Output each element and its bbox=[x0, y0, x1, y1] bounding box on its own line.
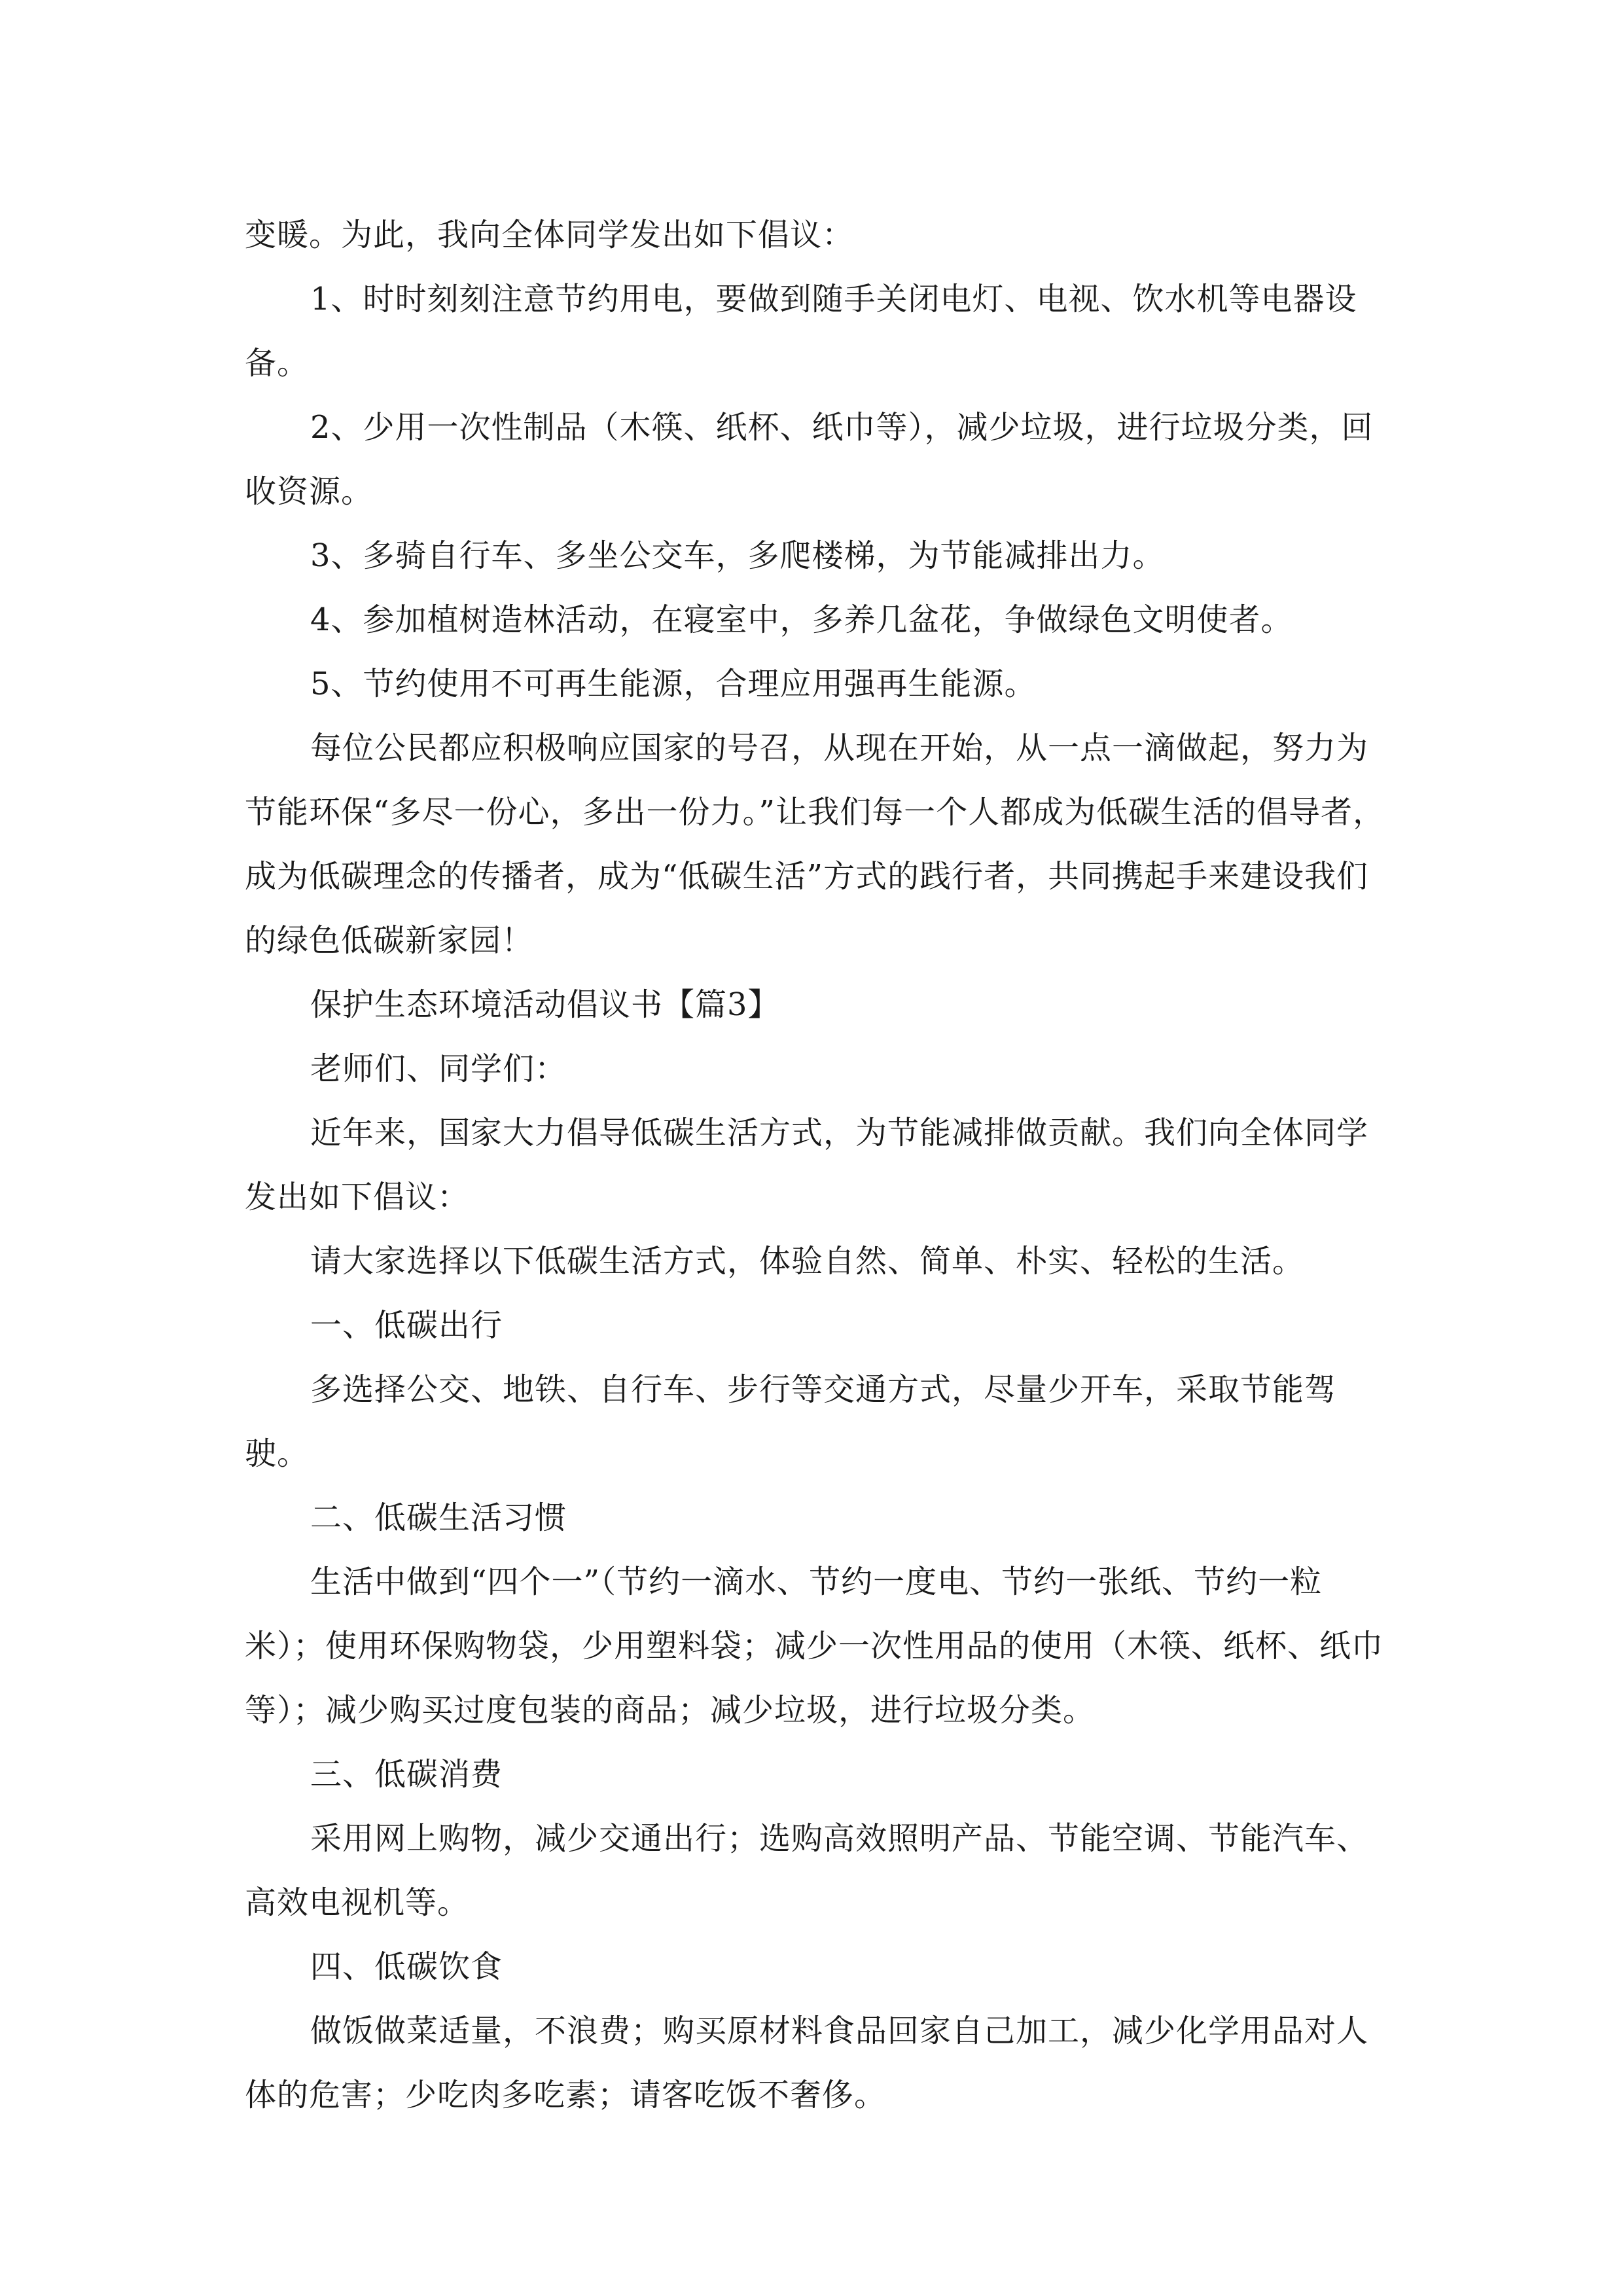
lifestyle-invitation: 请大家选择以下低碳生活方式，体验自然、简单、朴实、轻松的生活。 bbox=[310, 1243, 1305, 1280]
proposal-item-4: 4、参加植树造林活动，在寝室中，多养几盆花，争做绿色文明使者。 bbox=[310, 601, 1293, 638]
document-body bbox=[245, 203, 1397, 2127]
proposal-item-1: 1、时时刻刻注意节约用电，要做到随手关闭电灯、电视、饮水机等电器设备。 bbox=[245, 281, 1357, 382]
heading-low-carbon-consumption: 三、低碳消费 bbox=[310, 1756, 503, 1793]
intro-paragraph: 近年来，国家大力倡导低碳生活方式，为节能减排做贡献。我们向全体同学发出如下倡议： bbox=[245, 1115, 1369, 1215]
proposal-item-5: 5、节约使用不可再生能源，合理应用强再生能源。 bbox=[310, 666, 1037, 702]
section-title-part-3: 保护生态环境活动倡议书【篇3】 bbox=[310, 986, 780, 1023]
paragraph-intro-continuation: 变暖。为此，我向全体同学发出如下倡议： bbox=[245, 217, 855, 253]
heading-low-carbon-diet: 四、低碳饮食 bbox=[310, 1948, 503, 1985]
proposal-item-3: 3、多骑自行车、多坐公交车，多爬楼梯，为节能减排出力。 bbox=[310, 537, 1165, 574]
heading-low-carbon-travel: 一、低碳出行 bbox=[310, 1307, 503, 1344]
body-low-carbon-diet: 做饭做菜适量，不浪费；购买原材料食品回家自己加工，减少化学用品对人体的危害；少吃肉多吃素；请客吃饭不奢侈。 bbox=[245, 2013, 1369, 2113]
body-low-carbon-habits: 生活中做到“四个一”（节约一滴水、节约一度电、节约一张纸、节约一粒米）；使用环保购物袋，少用塑料袋；减少一次性用品的使用（木筷、纸杯、纸巾等）；减少购买过度包装的商品；减少垃圾，进行垃圾分类。 bbox=[245, 1564, 1384, 1729]
closing-paragraph: 每位公民都应积极响应国家的号召，从现在开始，从一点一滴做起，努力为节能环保“多尽一份心，多出一份力。”让我们每一个人都成为低碳生活的倡导者，成为低碳理念的传播者，成为“低碳生活”方式的践行者，共同携起手来建设我们的绿色低碳新家园！ bbox=[245, 730, 1385, 959]
heading-low-carbon-habits: 二、低碳生活习惯 bbox=[310, 1499, 567, 1536]
proposal-item-2: 2、少用一次性制品（木筷、纸杯、纸巾等），减少垃圾，进行垃圾分类，回收资源。 bbox=[245, 409, 1374, 510]
body-low-carbon-travel: 多选择公交、地铁、自行车、步行等交通方式，尽量少开车，采取节能驾驶。 bbox=[245, 1371, 1337, 1472]
body-low-carbon-consumption: 采用网上购物，减少交通出行；选购高效照明产品、节能空调、节能汽车、高效电视机等。 bbox=[245, 1820, 1369, 1921]
salutation: 老师们、同学们： bbox=[310, 1050, 567, 1087]
